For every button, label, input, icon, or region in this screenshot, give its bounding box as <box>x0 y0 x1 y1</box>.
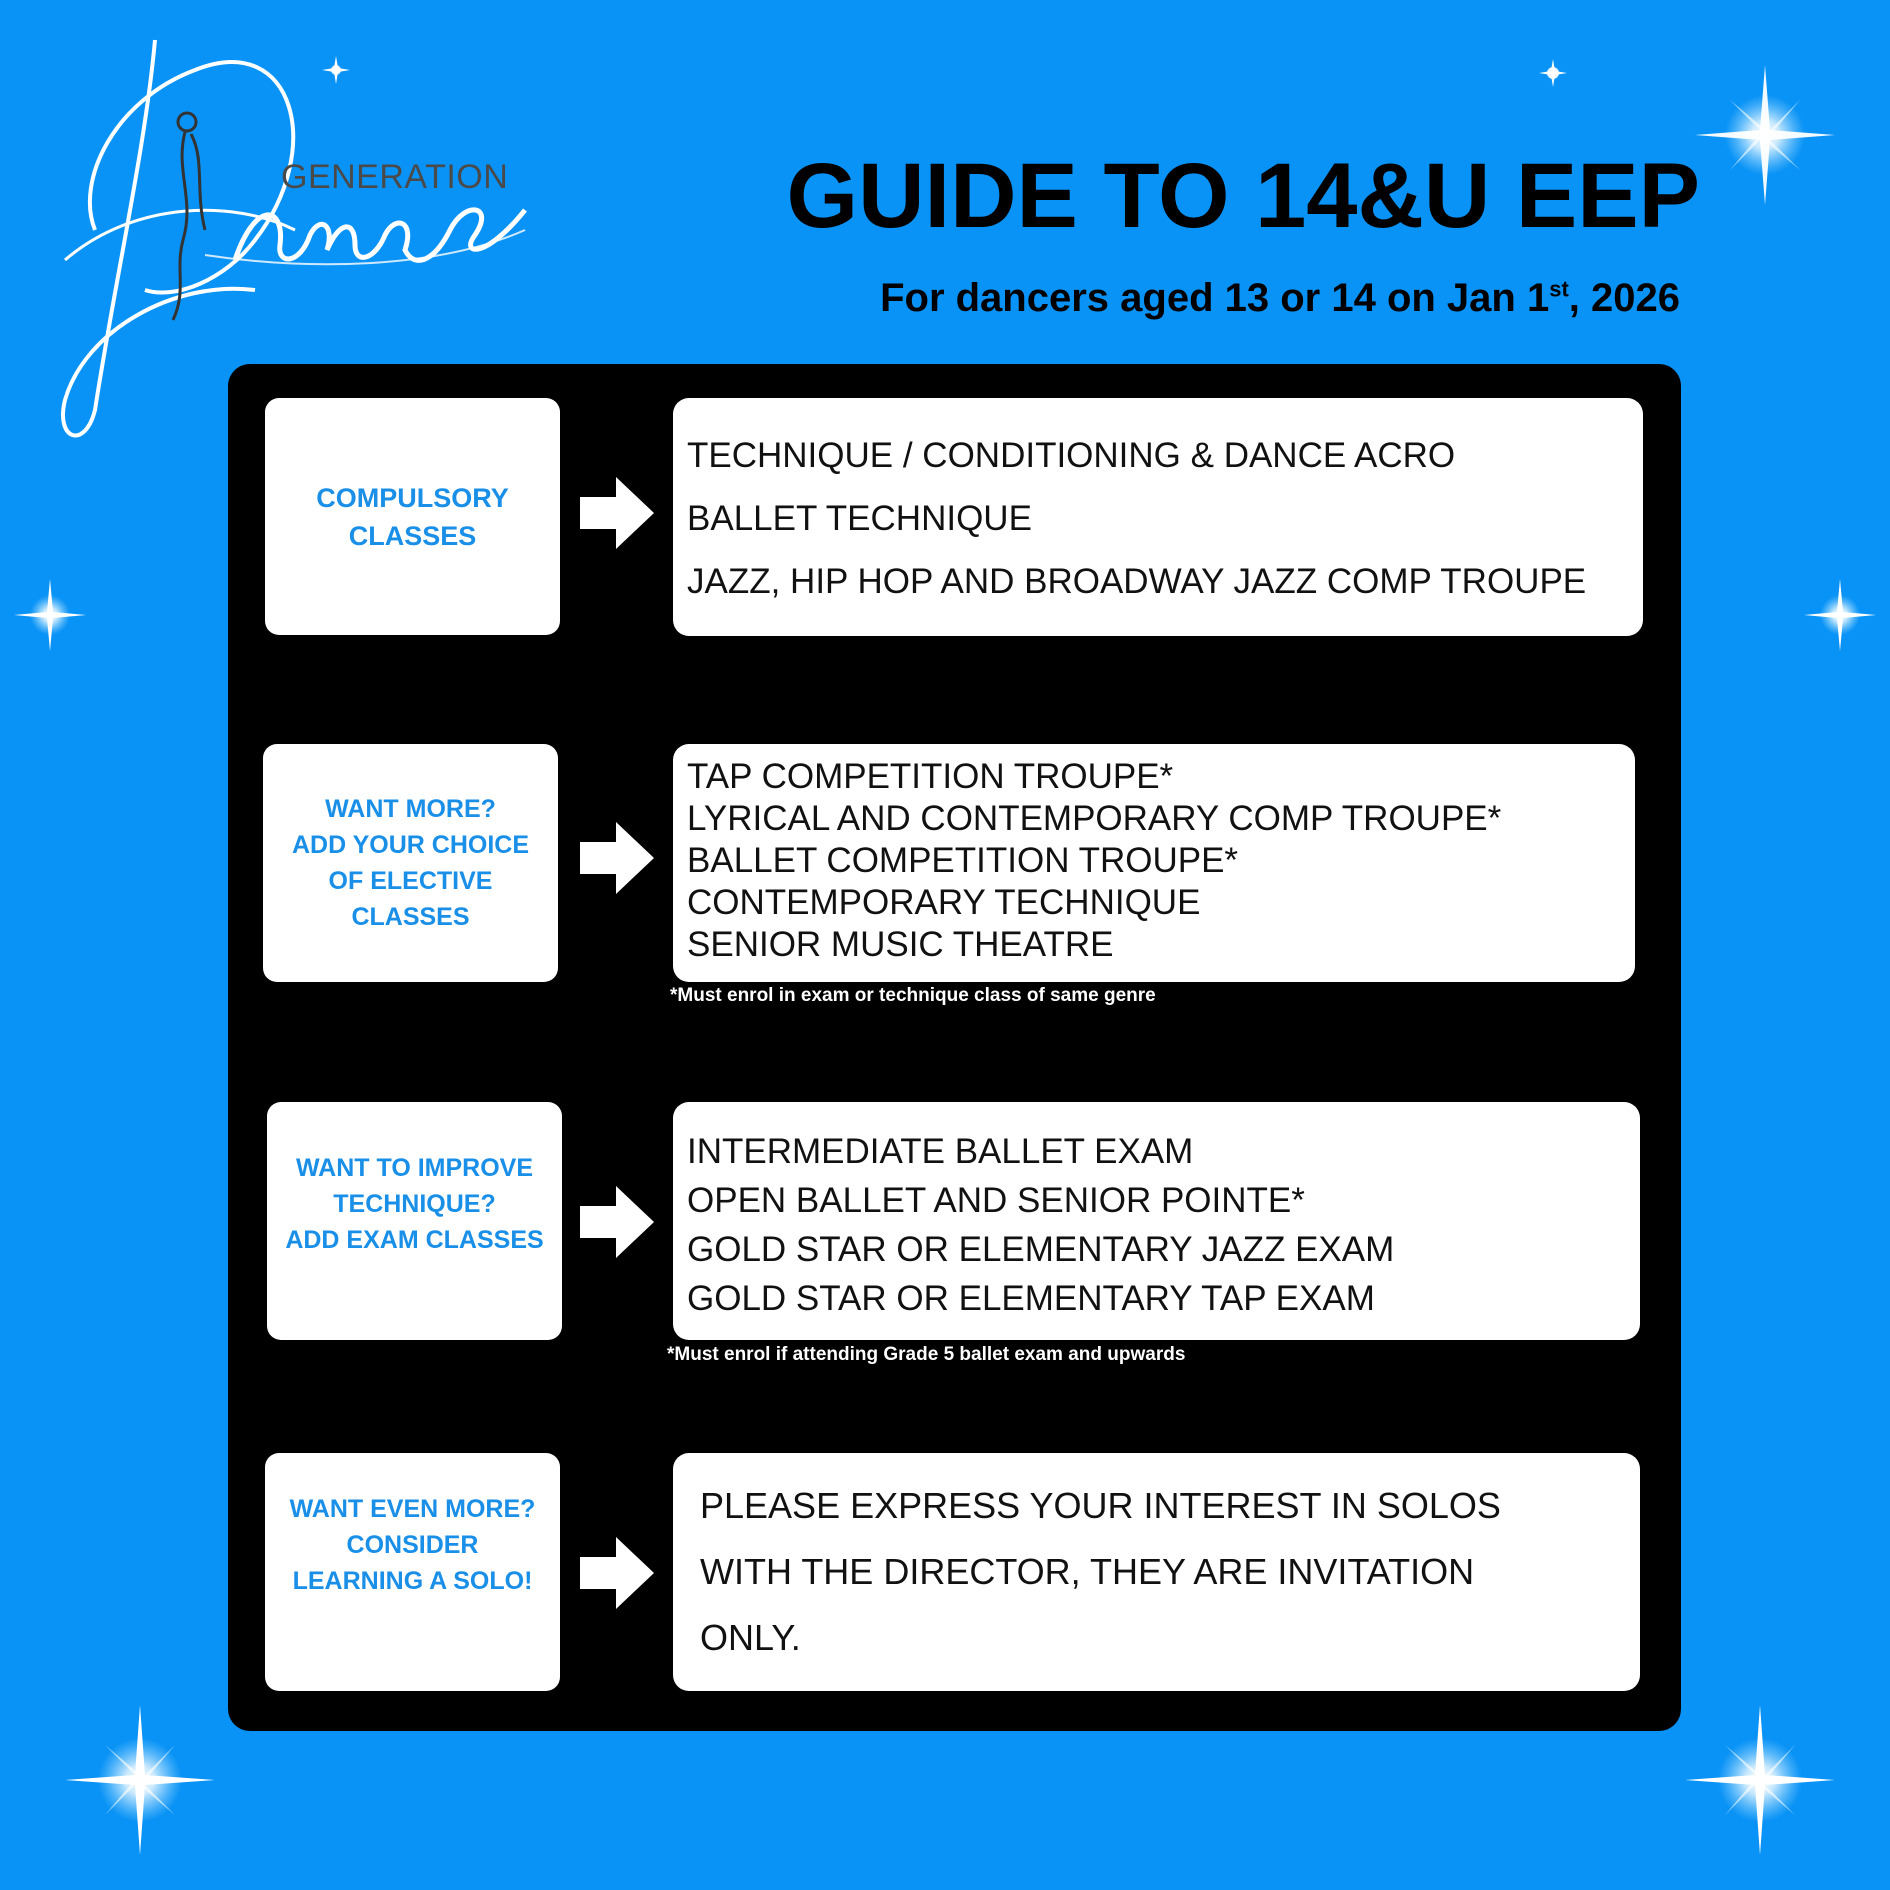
arrow-right-icon <box>580 822 654 894</box>
subtitle-suffix: , 2026 <box>1568 276 1680 320</box>
label-line: TECHNIQUE? <box>333 1190 496 1218</box>
label-line: ADD EXAM CLASSES <box>285 1226 544 1254</box>
sparkle-icon <box>1800 575 1880 655</box>
elective-classes-list <box>673 744 1635 982</box>
page-subtitle <box>740 276 1680 320</box>
class-item: CONTEMPORARY TECHNIQUE <box>687 883 1201 922</box>
logo-text: GENERATION <box>281 158 509 196</box>
class-item: JAZZ, HIP HOP AND BROADWAY JAZZ COMP TROUPE <box>687 562 1587 601</box>
subtitle-prefix: For dancers aged 13 or 14 on Jan 1 <box>880 276 1550 320</box>
class-item: GOLD STAR OR ELEMENTARY TAP EXAM <box>687 1279 1375 1318</box>
label-line: LEARNING A SOLO! <box>292 1567 533 1595</box>
sparkle-icon <box>1680 1700 1840 1860</box>
elective-footnote: *Must enrol in exam or technique class of same genre <box>670 985 1156 1006</box>
label-compulsory-classes <box>265 398 560 635</box>
label-line: OF ELECTIVE <box>328 867 493 895</box>
class-item: TECHNIQUE / CONDITIONING & DANCE ACRO <box>687 436 1456 475</box>
label-line: WANT MORE? <box>325 795 496 823</box>
label-line: CLASSES <box>351 903 470 931</box>
label-line: ADD YOUR CHOICE <box>291 831 530 859</box>
label-line: WANT EVEN MORE? <box>289 1495 536 1523</box>
label-elective-classes <box>263 744 558 982</box>
label-solo <box>265 1453 560 1691</box>
exam-footnote: *Must enrol if attending Grade 5 ballet exam and upwards <box>667 1344 1186 1365</box>
class-item: SENIOR MUSIC THEATRE <box>687 925 1114 964</box>
class-item: GOLD STAR OR ELEMENTARY JAZZ EXAM <box>687 1230 1395 1269</box>
class-item: OPEN BALLET AND SENIOR POINTE* <box>687 1181 1305 1220</box>
sparkle-icon <box>1690 60 1840 210</box>
label-line: COMPULSORY <box>316 482 509 513</box>
sparkle-icon <box>1535 55 1571 91</box>
arrow-right-icon <box>580 1537 654 1609</box>
subtitle-superscript: st <box>1549 276 1569 302</box>
class-item: INTERMEDIATE BALLET EXAM <box>687 1132 1194 1171</box>
exam-classes-list <box>673 1102 1640 1340</box>
sparkle-icon <box>60 1700 220 1860</box>
label-exam-classes <box>267 1102 562 1340</box>
sparkle-icon <box>10 575 90 655</box>
page-title: GUIDE TO 14&U EEP <box>786 145 1700 247</box>
solo-text-line: PLEASE EXPRESS YOUR INTEREST IN SOLOS <box>700 1485 1501 1526</box>
solo-text-line: ONLY. <box>700 1617 801 1658</box>
label-line: CONSIDER <box>346 1531 479 1559</box>
compulsory-classes-list <box>673 398 1643 636</box>
solo-info <box>673 1453 1640 1691</box>
label-line: CLASSES <box>348 520 477 551</box>
label-line: WANT TO IMPROVE <box>295 1154 534 1182</box>
arrow-right-icon <box>580 1186 654 1258</box>
class-item: BALLET TECHNIQUE <box>687 499 1032 538</box>
class-item: BALLET COMPETITION TROUPE* <box>687 841 1239 880</box>
class-item: TAP COMPETITION TROUPE* <box>687 757 1174 796</box>
class-item: LYRICAL AND CONTEMPORARY COMP TROUPE* <box>687 799 1502 838</box>
arrow-right-icon <box>580 477 654 549</box>
solo-text-line: WITH THE DIRECTOR, THEY ARE INVITATION <box>700 1551 1475 1592</box>
